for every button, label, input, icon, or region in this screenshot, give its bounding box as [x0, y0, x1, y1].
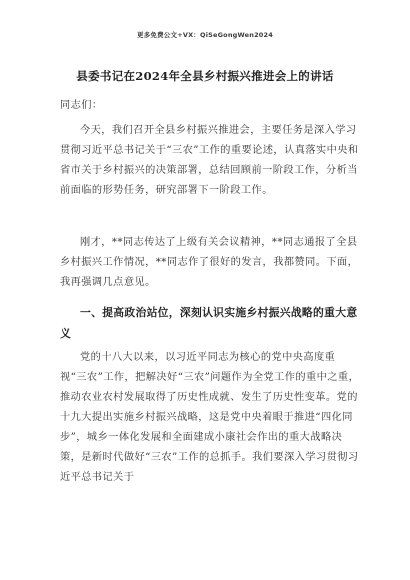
section-paragraph: 党的十八大以来，以习近平同志为核心的党中央高度重视“三农”工作，把解决好“三农”问题作为全党工作的重中之重，推动农业农村发展取得了历史性成就、发生了历史性变革。党的十九大提出实施乡村振兴战略，这是党中央着眼于推进“四化同步”，城乡一体化发展和全面建成小康社会作出的重大战略决策，是新时代做好“三农”工作的总抓手。我们要深入学习贯彻习近平总书记关于	[60, 352, 360, 483]
paragraph-remarks: 刚才，**同志传达了上级有关会议精神，**同志通报了全县乡村振兴工作情况，**同志作了很好的发言，我都赞同。下面，我再强调几点意见。	[60, 237, 359, 288]
paragraph-opening: 今天，我们召开全县乡村振兴推进会，主要任务是深入学习贯彻习近平总书记关于“三农”工作的重要论述，认真落实中央和省市关于乡村振兴的决策部署，总结回顾前一阶段工作，分析当前面临的形势任务，研究部署下一阶段工作。	[60, 125, 359, 196]
document-title: 县委书记在2024年全县乡村振兴推进会上的讲话	[76, 69, 334, 83]
header-watermark: 更多免费公文+VX：QiSeGongWen2024	[137, 31, 273, 39]
section-heading: 一、提高政治站位，深刻认识实施乡村振兴战略的重大意义	[60, 306, 358, 340]
salutation: 同志们：	[60, 100, 103, 111]
